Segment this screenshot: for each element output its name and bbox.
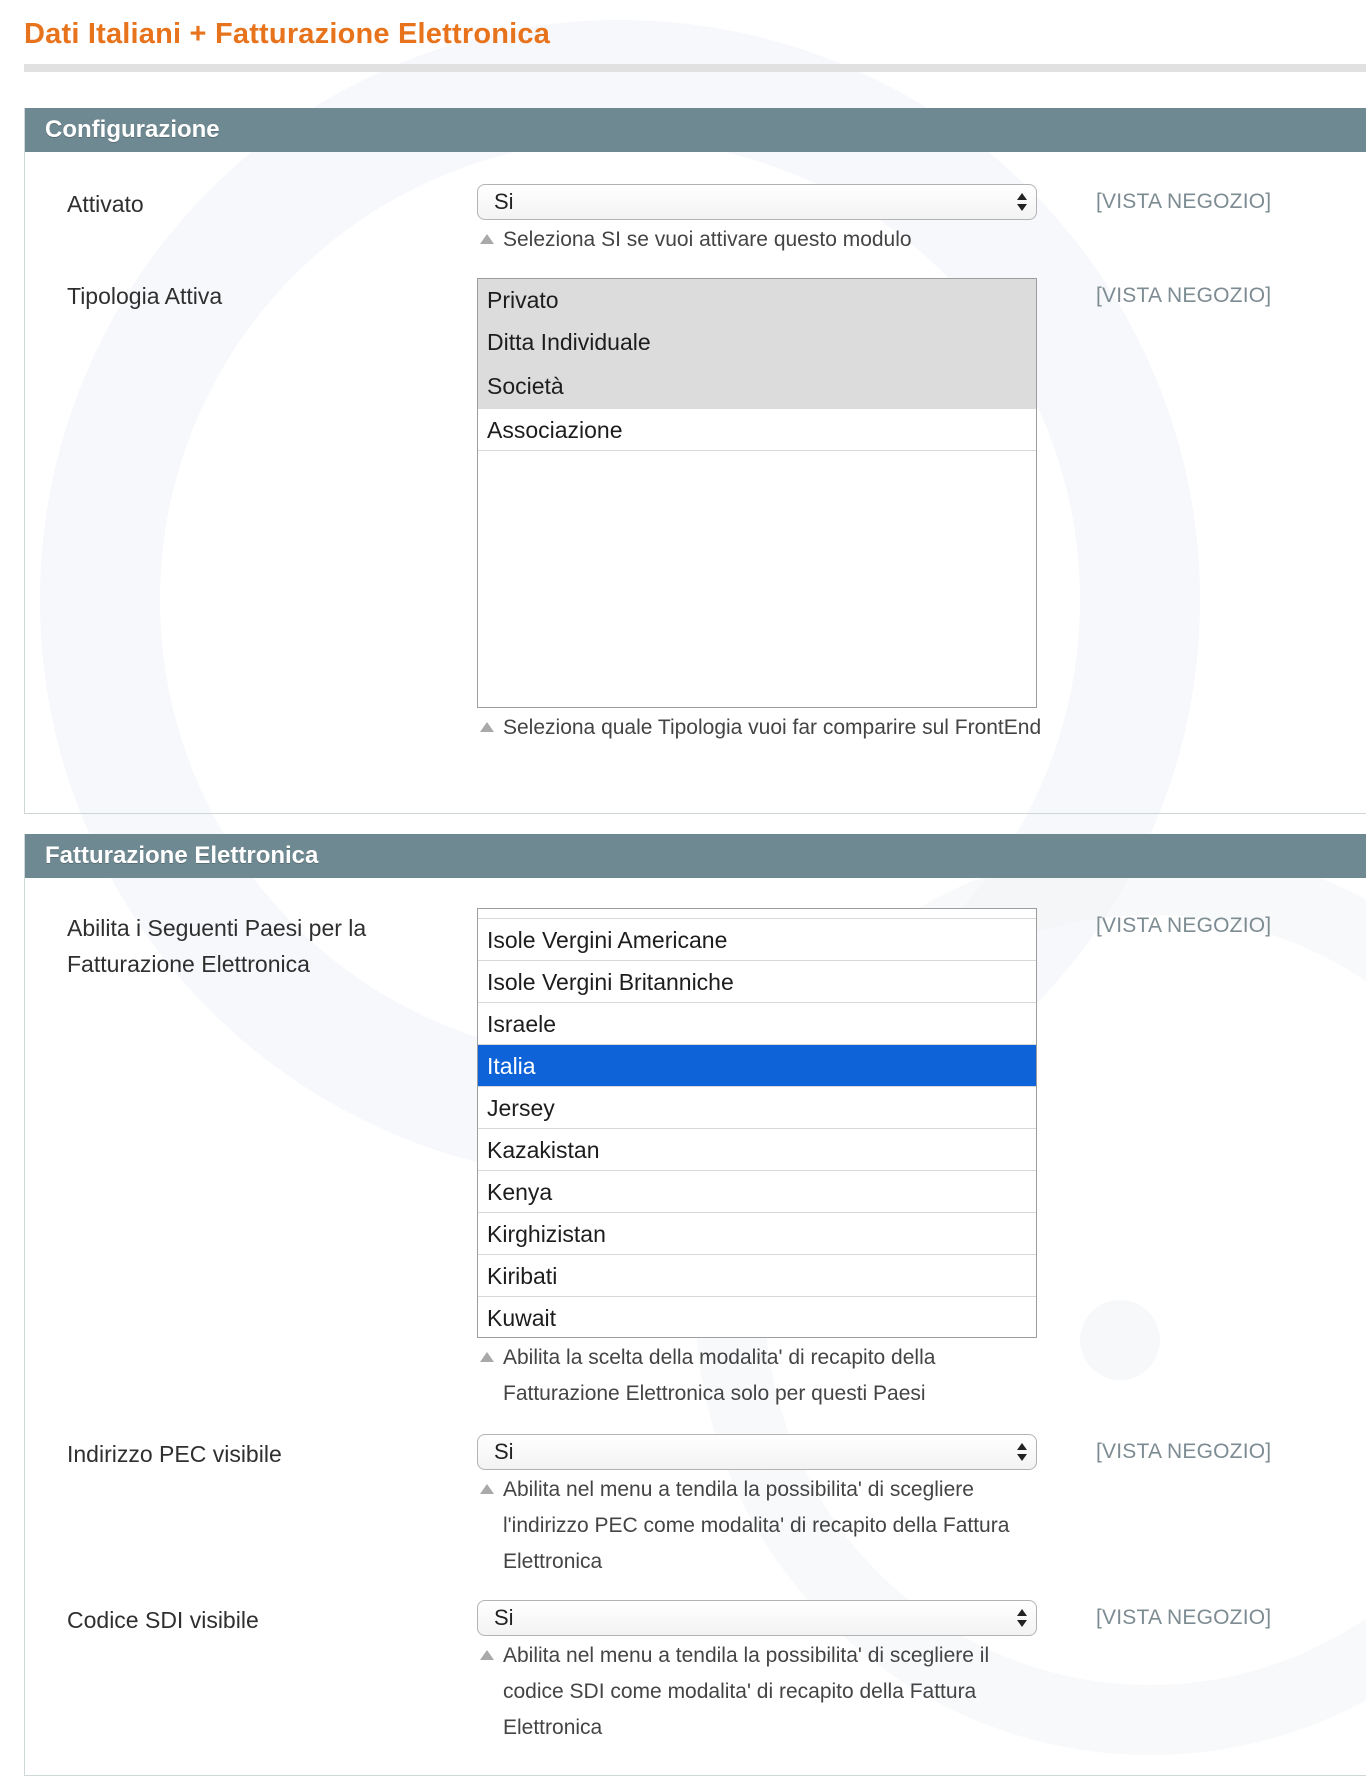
scope-label-attivato: [VISTA NEGOZIO] (1096, 190, 1272, 213)
hint-triangle-icon (480, 1650, 494, 1660)
list-item[interactable]: Ditta Individuale (478, 321, 1036, 363)
attivato-select-value: Si (494, 189, 514, 214)
pec-label: Indirizzo PEC visibile (67, 1441, 282, 1467)
list-item[interactable]: Associazione (478, 409, 1036, 451)
scope-label-tipologia: [VISTA NEGOZIO] (1096, 284, 1272, 307)
list-item[interactable]: Privato (478, 279, 1036, 321)
tipologia-multiselect[interactable] (477, 278, 1037, 708)
select-arrows-icon (1016, 1440, 1028, 1464)
attivato-label: Attivato (67, 191, 144, 217)
pec-hint (477, 1472, 1047, 1580)
list-item[interactable]: Isole Vergini Americane (478, 919, 1036, 961)
list-item[interactable]: Kenya (478, 1171, 1036, 1213)
select-arrows-icon (1016, 190, 1028, 214)
attivato-hint-text: Seleziona SI se vuoi attivare questo modulo (503, 228, 912, 251)
scope-label-paesi: [VISTA NEGOZIO] (1096, 914, 1272, 937)
list-item[interactable]: Kuwait (487, 1305, 557, 1331)
list-item[interactable]: Isole Vergini Britanniche (478, 961, 1036, 1003)
list-scroll-offset (478, 909, 1036, 919)
sdi-hint (477, 1638, 1047, 1746)
list-item[interactable]: Kazakistan (478, 1129, 1036, 1171)
hint-triangle-icon (480, 1484, 494, 1494)
sdi-hint-text: Abilita nel menu a tendila la possibilita' di scegliere il codice SDI come modalita' di recapito della Fattura Elettronica (503, 1644, 990, 1739)
pec-hint-text: Abilita nel menu a tendila la possibilita' di scegliere l'indirizzo PEC come modalita' di recapito della Fattura Elettronica (503, 1478, 1010, 1573)
section-header-fatturazione[interactable]: Fatturazione Elettronica (25, 834, 1366, 878)
hint-triangle-icon (480, 234, 494, 244)
tipologia-hint (477, 710, 1047, 746)
section-header-configurazione[interactable]: Configurazione (25, 108, 1366, 152)
sdi-label: Codice SDI visibile (67, 1607, 259, 1633)
list-item[interactable]: Jersey (478, 1087, 1036, 1129)
pec-select-value: Si (494, 1439, 514, 1464)
section-fatturazione-elettronica (24, 834, 1366, 1776)
tipologia-label: Tipologia Attiva (67, 283, 223, 309)
paesi-hint (477, 1340, 1047, 1412)
select-arrows-icon (1016, 1606, 1028, 1630)
list-item[interactable]: Kiribati (478, 1255, 1036, 1297)
sdi-select-value: Si (494, 1605, 514, 1630)
paesi-multiselect[interactable] (477, 908, 1037, 1338)
hint-triangle-icon (480, 1352, 494, 1362)
paesi-hint-text: Abilita la scelta della modalita' di recapito della Fatturazione Elettronica solo per questi Paesi (503, 1346, 936, 1405)
page-title: Dati Italiani + Fatturazione Elettronica (24, 18, 551, 50)
title-divider (24, 64, 1366, 72)
attivato-select[interactable] (477, 184, 1037, 220)
list-item[interactable]: Società (478, 363, 1036, 409)
scope-label-sdi: [VISTA NEGOZIO] (1096, 1606, 1272, 1629)
paesi-label: Abilita i Seguenti Paesi per la Fatturazione Elettronica (67, 915, 367, 977)
hint-triangle-icon (480, 722, 494, 732)
list-item[interactable]: Kirghizistan (478, 1213, 1036, 1255)
list-item[interactable]: Israele (478, 1003, 1036, 1045)
section-configurazione (24, 108, 1366, 814)
sdi-select[interactable] (477, 1600, 1037, 1636)
attivato-hint (477, 222, 1047, 258)
list-item-selected[interactable]: Italia (478, 1045, 1036, 1087)
scope-label-pec: [VISTA NEGOZIO] (1096, 1440, 1272, 1463)
pec-select[interactable] (477, 1434, 1037, 1470)
tipologia-hint-text: Seleziona quale Tipologia vuoi far comparire sul FrontEnd (503, 716, 1042, 739)
